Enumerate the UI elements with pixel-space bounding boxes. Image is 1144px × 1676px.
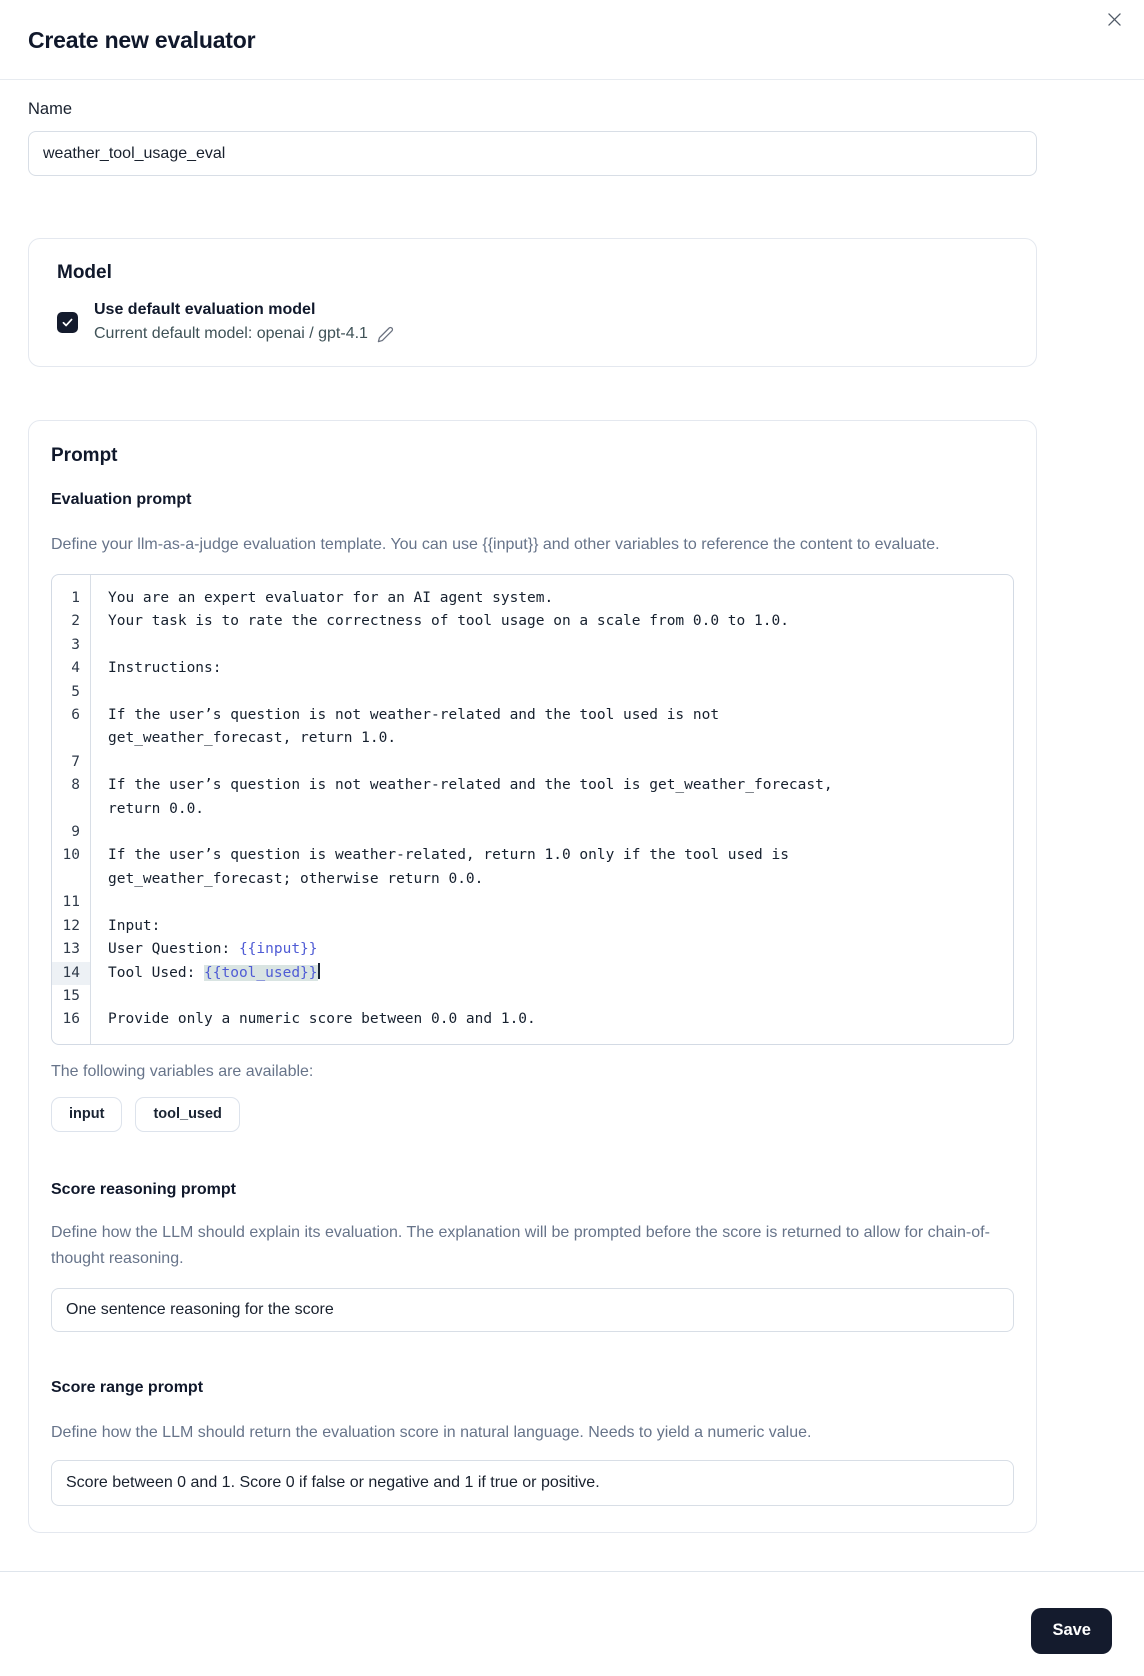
line-number: 13	[62, 941, 80, 958]
line-number	[52, 727, 90, 750]
editor-line	[52, 938, 1013, 961]
editor-line	[52, 1008, 1013, 1031]
editor-line	[52, 915, 1013, 938]
score-reasoning-description: Define how the LLM should explain its evaluation. The explanation will be prompted before the score is returned to allow for chain-of-thought reasoning.	[51, 1223, 990, 1267]
code-line: User Question: {{input}}	[108, 941, 318, 958]
code-line	[90, 821, 1013, 844]
code-line: Your task is to rate the correctness of tool usage on a scale from 0.0 to 1.0.	[108, 613, 789, 630]
score-range-description: Define how the LLM should return the evaluation score in natural language. Needs to yield a numeric value.	[51, 1423, 812, 1441]
editor-line	[52, 868, 1013, 891]
code-line	[90, 751, 1013, 774]
evaluation-prompt-description: Define your llm-as-a-judge evaluation template. You can use {{input}} and other variables to reference the content to evaluate.	[51, 536, 940, 553]
line-number: 10	[62, 847, 80, 864]
editor-line	[52, 798, 1013, 821]
text-cursor	[318, 963, 320, 979]
name-input[interactable]	[28, 131, 1037, 176]
code-line: If the user’s question is not weather-related and the tool used is not	[108, 707, 720, 724]
line-number: 3	[71, 636, 80, 653]
prompt-card	[28, 420, 1037, 1533]
editor-line	[52, 704, 1013, 727]
score-reasoning-label: Score reasoning prompt	[51, 1180, 236, 1198]
code-line: return 0.0.	[108, 800, 205, 817]
name-label: Name	[28, 100, 73, 118]
code-line: Input:	[108, 917, 161, 934]
model-card	[28, 238, 1037, 367]
code-line: Tool Used: {{tool_used}}	[108, 964, 318, 981]
code-line	[90, 681, 1013, 704]
code-line: You are an expert evaluator for an AI agent system.	[108, 590, 554, 606]
line-number: 4	[71, 660, 80, 677]
code-line: Provide only a numeric score between 0.0 and 1.0.	[108, 1011, 536, 1028]
editor-line	[52, 634, 1013, 657]
edit-model-button[interactable]	[377, 326, 394, 343]
evaluation-prompt-editor[interactable]	[51, 574, 1014, 1045]
variable-chips	[51, 1097, 1014, 1132]
line-number: 5	[71, 683, 80, 700]
variables-caption: The following variables are available:	[51, 1062, 314, 1080]
score-range-input[interactable]	[51, 1460, 1014, 1506]
editor-line	[52, 587, 1013, 610]
editor-line	[52, 681, 1013, 704]
default-model-checkbox[interactable]	[57, 312, 78, 333]
page-title: Create new evaluator	[28, 27, 256, 53]
line-number: 14	[52, 962, 90, 985]
editor-gutter-divider	[90, 575, 91, 1044]
line-number: 2	[71, 613, 80, 630]
line-number: 16	[62, 1011, 80, 1028]
score-reasoning-input[interactable]	[51, 1288, 1014, 1332]
line-number: 6	[71, 707, 80, 724]
editor-line	[52, 751, 1013, 774]
modal-footer	[0, 1571, 1144, 1654]
editor-line	[52, 962, 1013, 985]
default-model-row	[57, 299, 1008, 345]
code-line: If the user’s question is not weather-related and the tool is get_weather_forecast,	[108, 777, 833, 794]
close-button[interactable]	[1100, 5, 1128, 33]
checkbox-label: Use default evaluation model	[94, 301, 316, 318]
line-number: 9	[71, 824, 80, 841]
editor-line	[52, 610, 1013, 633]
editor-rows	[52, 587, 1013, 1032]
variable-chip-input[interactable]: input	[51, 1097, 122, 1132]
line-number: 7	[71, 753, 80, 770]
editor-line	[52, 774, 1013, 797]
score-range-label: Score range prompt	[51, 1378, 204, 1396]
code-line: get_weather_forecast, return 1.0.	[108, 730, 397, 747]
editor-line	[52, 821, 1013, 844]
current-default-model-text: Current default model: openai / gpt-4.1	[94, 325, 368, 342]
code-line: Instructions:	[108, 660, 222, 677]
line-number: 11	[62, 894, 80, 911]
editor-line	[52, 727, 1013, 750]
checkmark-icon	[61, 316, 74, 329]
editor-line	[52, 657, 1013, 680]
code-line: get_weather_forecast; otherwise return 0.0.	[108, 870, 484, 887]
editor-line	[52, 844, 1013, 867]
code-line	[90, 891, 1013, 914]
line-number: 12	[62, 917, 80, 934]
modal-body	[28, 100, 1037, 1533]
line-number: 1	[71, 590, 80, 606]
code-line	[90, 985, 1013, 1008]
close-icon	[1105, 10, 1124, 29]
editor-line	[52, 985, 1013, 1008]
prompt-section-title: Prompt	[51, 445, 118, 466]
edit-pencil-icon	[377, 326, 394, 343]
editor-line	[52, 891, 1013, 914]
modal-header	[0, 0, 1144, 80]
save-button[interactable]: Save	[1031, 1608, 1112, 1654]
code-line	[90, 634, 1013, 657]
model-section-title: Model	[57, 262, 112, 283]
line-number	[52, 798, 90, 821]
default-model-texts	[94, 299, 394, 345]
line-number	[52, 868, 90, 891]
line-number: 15	[62, 987, 80, 1004]
variable-chip-tool_used[interactable]: tool_used	[135, 1097, 239, 1132]
evaluation-prompt-label: Evaluation prompt	[51, 491, 192, 508]
code-line: If the user’s question is weather-related, return 1.0 only if the tool used is	[108, 847, 789, 864]
line-number: 8	[71, 777, 80, 794]
